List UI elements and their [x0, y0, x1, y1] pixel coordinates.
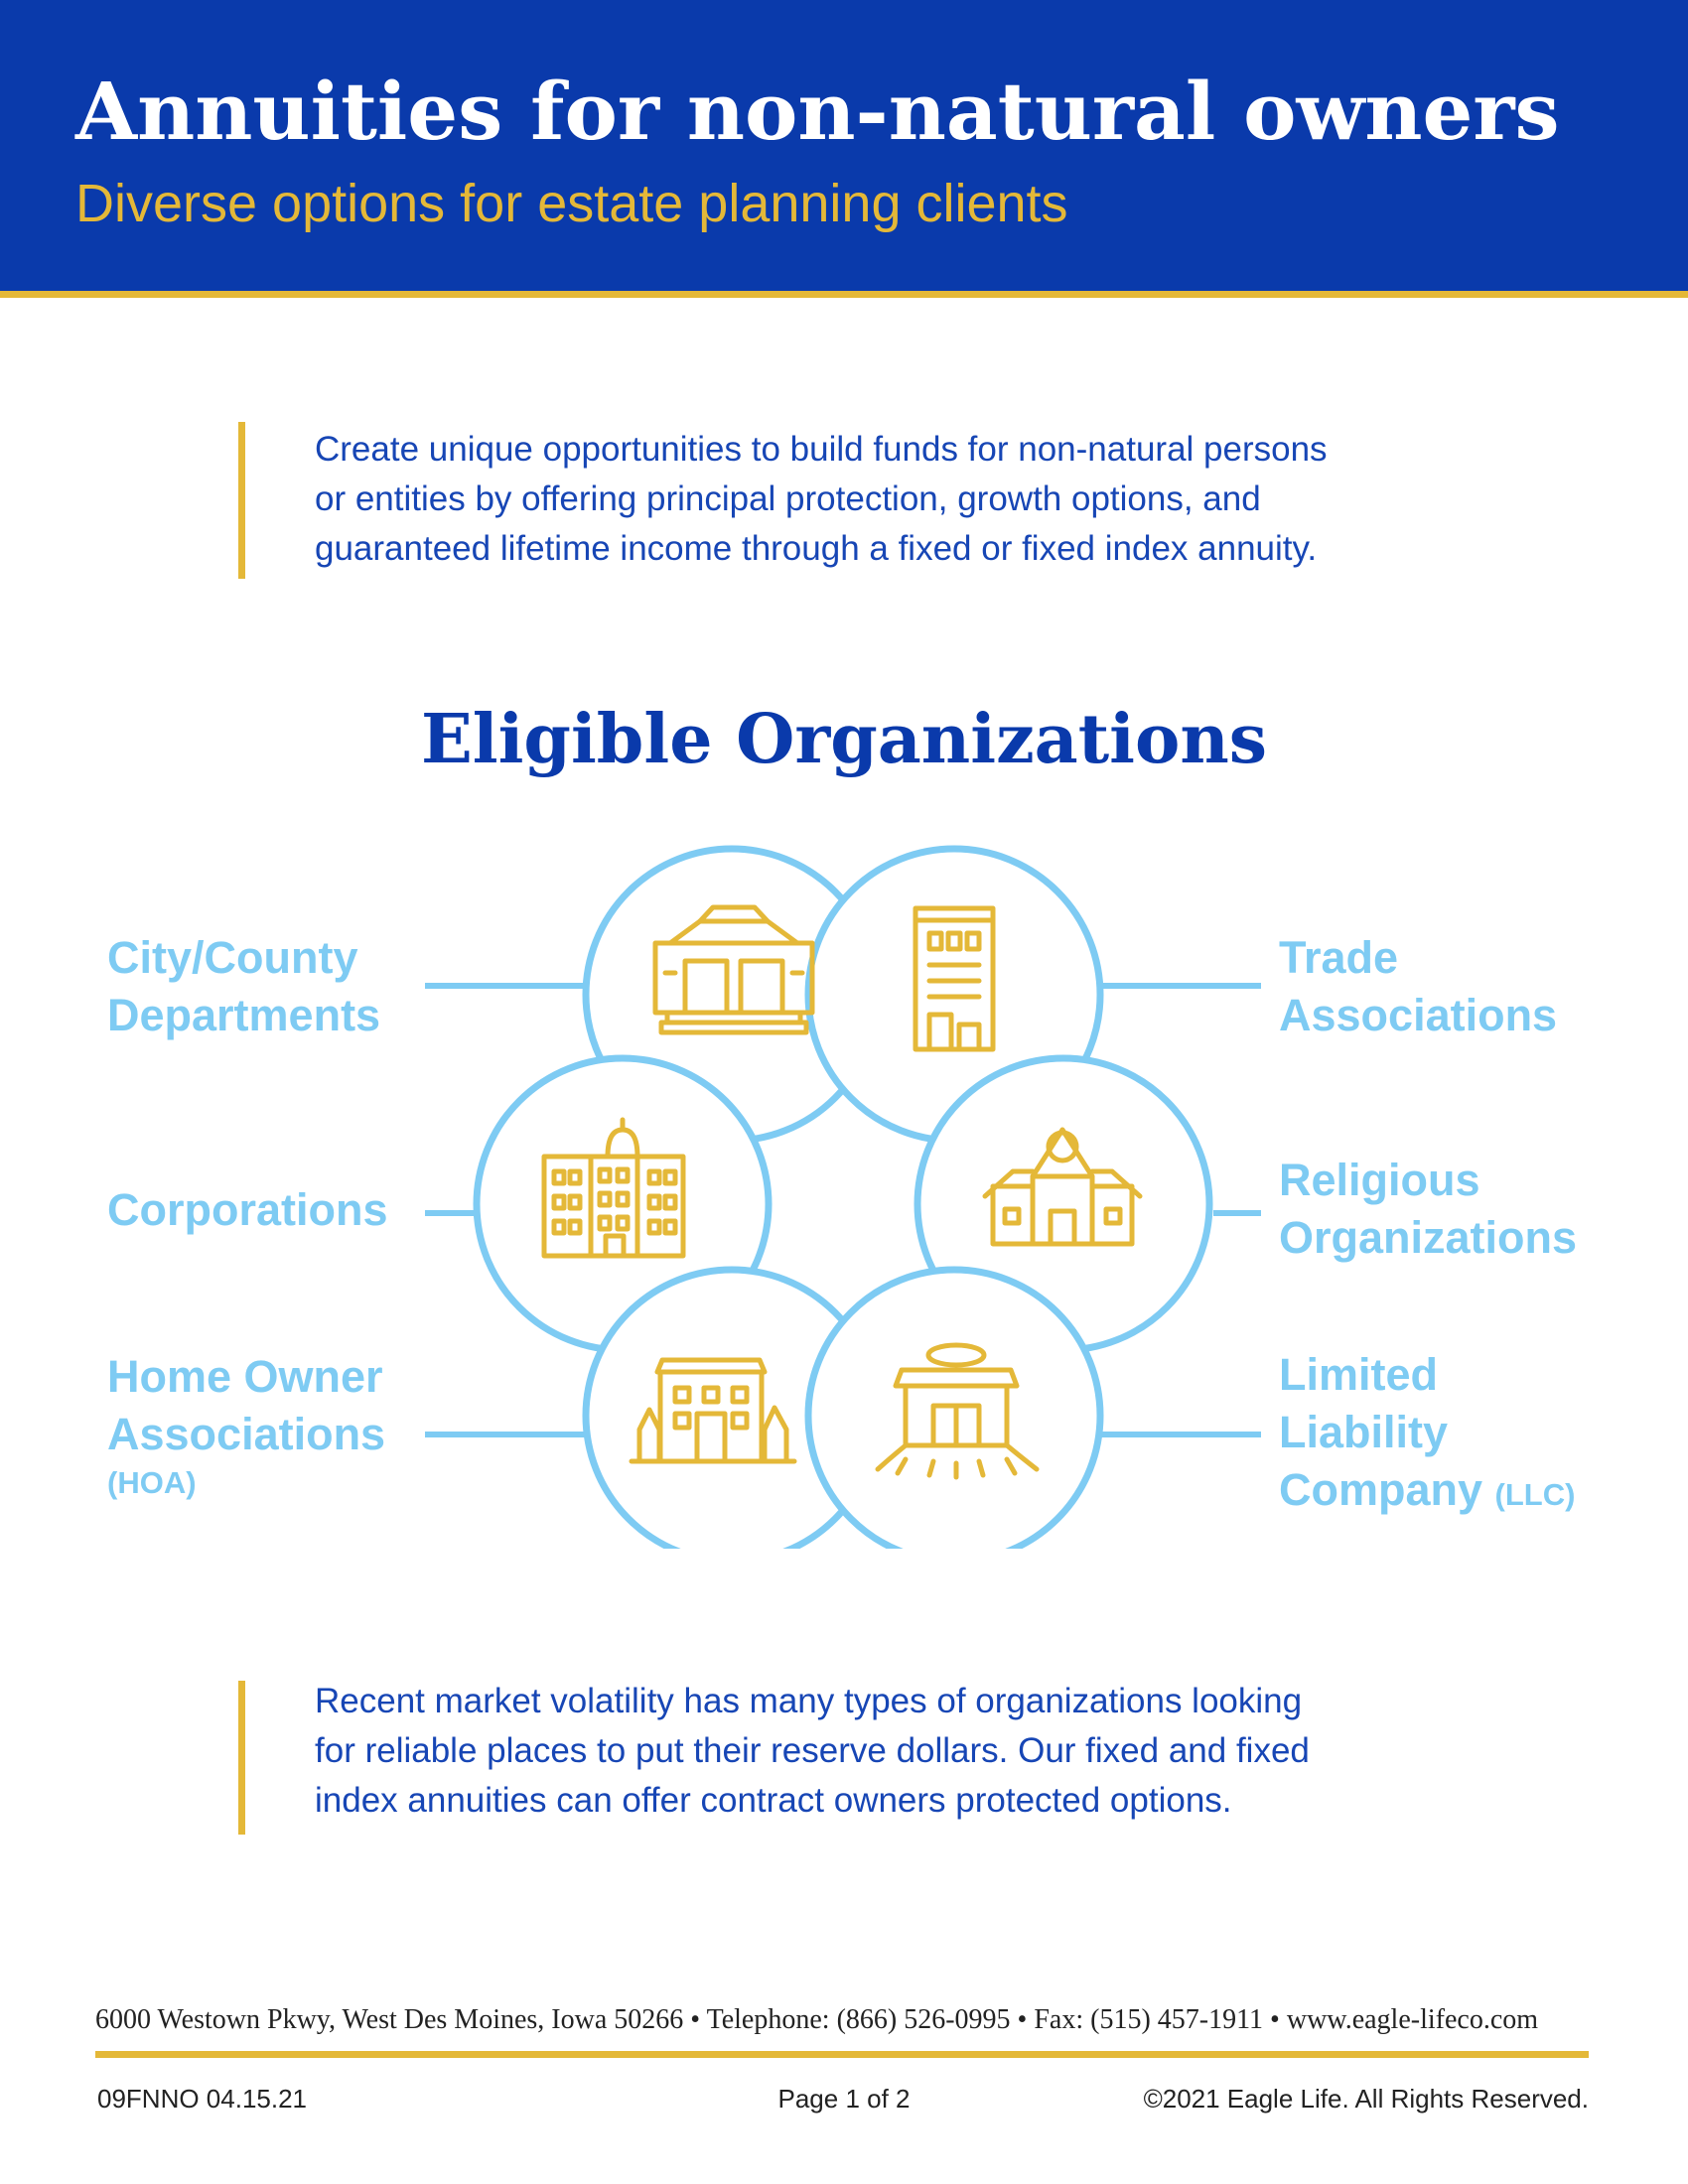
header-banner	[0, 0, 1688, 298]
closing-accent-bar	[238, 1681, 245, 1835]
intro-paragraph	[315, 425, 1328, 574]
document-code: 09FNNO 04.15.21	[97, 2084, 308, 2114]
intro-accent-bar	[238, 422, 245, 579]
intro-line: or entities by offering principal protection, growth options, and	[315, 479, 1261, 518]
page-subtitle: Diverse options for estate planning clients	[75, 174, 1068, 233]
closing-paragraph	[315, 1677, 1310, 1826]
org-label-trade-associations: Trade Associations	[1279, 932, 1558, 1040]
org-label-limited-liability-company: Limited Liability Company (LLC)	[1279, 1349, 1576, 1515]
page-number: Page 1 of 2	[777, 2084, 911, 2114]
org-label-corporations: Corporations	[107, 1184, 388, 1235]
footer-address: 6000 Westown Pkwy, West Des Moines, Iowa 50266 • Telephone: (866) 526-0995 • Fax: (515) 457-1911 • www.eagle-lifeco.com	[95, 2004, 1539, 2035]
footer-divider	[95, 2051, 1589, 2058]
org-abbreviation: (LLC)	[1494, 1477, 1576, 1512]
closing-line: index annuities can offer contract owners protected options.	[315, 1781, 1232, 1820]
eligible-organizations-title: Eligible Organizations	[420, 700, 1268, 779]
org-label-city-county-departments: City/County Departments	[107, 932, 381, 1040]
org-label-religious-organizations: Religious Organizations	[1279, 1155, 1578, 1263]
intro-line: guaranteed lifetime income through a fixed or fixed index annuity.	[315, 529, 1318, 568]
org-abbreviation: (HOA)	[107, 1465, 197, 1500]
page-title: Annuities for non-natural owners	[75, 65, 1560, 158]
intro-line: Create unique opportunities to build funds for non-natural persons	[315, 430, 1328, 469]
copyright-notice: ©2021 Eagle Life. All Rights Reserved.	[1143, 2084, 1589, 2114]
org-label-home-owner-associations: Home Owner Associations (HOA)	[107, 1348, 385, 1503]
closing-line: for reliable places to put their reserve dollars. Our fixed and fixed	[315, 1731, 1310, 1770]
closing-line: Recent market volatility has many types of organizations looking	[315, 1682, 1303, 1720]
